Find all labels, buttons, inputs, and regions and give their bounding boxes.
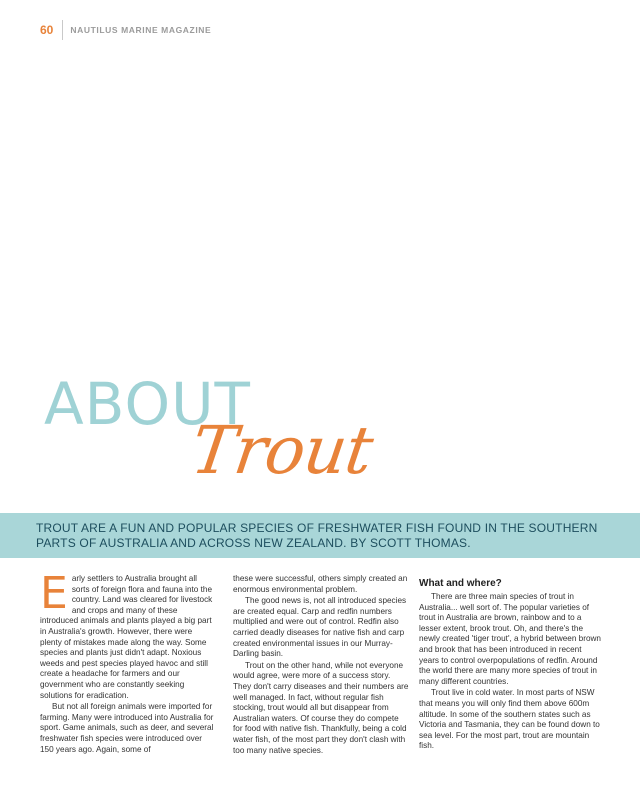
lead-text: TROUT ARE A FUN AND POPULAR SPECIES OF FRESHWATER FISH FOUND IN THE SOUTHERN PARTS OF AUSTRALIA AND ACROSS NEW ZEALAND. BY SCOTT THOMAS.	[36, 521, 598, 550]
paragraph: Early settlers to Australia brought all sorts of foreign flora and fauna into the country. Land was cleared for livestock and crops and many of these introduced animals and plants played a big part in Australia's growth. However, there were plenty of mistakes made along the way. Some species and plants just didn't adapt. Noxious weeds and pest species played havoc and still create a headache for farmers and our government who are constantly seeking solutions for eradication.	[40, 568, 213, 700]
paragraph: But not all foreign animals were imported for farming. Many were introduced into Australia for sport. Game animals, such as deer, and several freshwater fish species were introduced over 150 years ago. Again, some of	[40, 702, 214, 754]
subheading: What and where?	[419, 578, 502, 589]
magazine-name: NAUTILUS MARINE MAGAZINE	[70, 25, 212, 35]
title-trout: Trout	[186, 412, 377, 489]
drop-cap: E	[40, 568, 68, 619]
paragraph: Trout live in cold water. In most parts of NSW that means you will only find them above 600m altitude. In some of the southern states such as Victoria and Tasmania, they can be found down to sea level. For the most part, trout are mountain fish.	[419, 688, 600, 751]
page-number: 60	[40, 23, 54, 37]
paragraph: Trout on the other hand, while not everyone would agree, were more of a success story. They don't carry diseases and their numbers are well managed. In fact, without regular fish stocking, trout would all but disappear from Australian waters. Of course they do compete for food with native fish. Thankfully, being a cold water fish, of the most part they don't clash with too many native species.	[233, 660, 409, 755]
title-about: ABOUT	[44, 370, 251, 438]
page-header	[40, 20, 211, 40]
header-divider	[62, 20, 63, 40]
article-column-2	[233, 574, 409, 757]
lead-banner	[0, 513, 640, 558]
paragraph: There are three main species of trout in Australia... well sort of. The popular varieties of trout in Australia are brown, rainbow and to a lesser extent, brook trout. Oh, and there's the newly created 'tiger trout', a hybrid between brown and brook that has been introduced in recent years to control overpopulations of redfin. Around the world there are many more species of trout in many different countries.	[419, 592, 601, 686]
paragraph: these were successful, others simply created an enormous environmental problem.	[233, 574, 408, 594]
paragraph: The good news is, not all introduced species are created equal. Carp and redfin numbers multiplied and were out of control. Redfin also carried deadly diseases for native fish and carp created environmental issues in our Murray-Darling basin.	[233, 596, 407, 659]
article-column-3	[419, 578, 603, 753]
article-column-1	[40, 568, 216, 756]
